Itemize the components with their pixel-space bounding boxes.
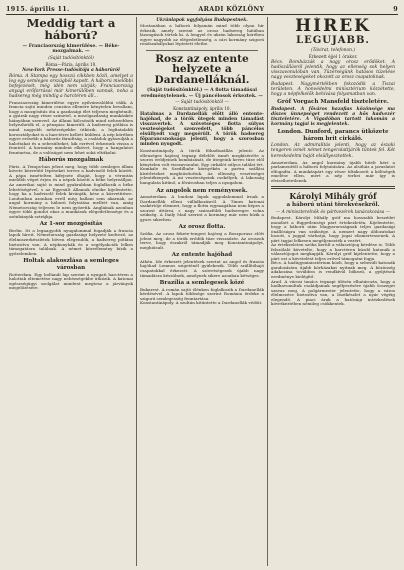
article-body: Arad. A városi tanács tegnapi ülésén elhatározta, hogy a hadbavonultak családjainak segélyezésére újabb összeget szavaz meg. A polgármester jelentette, hogy a város élelmezése biztosítva van, a lisztkészlet a nyár végéig elegendő. A piaci árak a hatósági intézkedések következtében némileg csökkentek. [271,278,395,307]
section-heading: Az orosz flotta. [178,224,226,231]
article-body: Konstantinápoly. A török főhadiszállás jelenti: Az ellenséges hajóraj tegnap délelőtt ismét megkísérelte a szoros erődjeinek bombázását, de ütegeink heves tüze elől kénytelen volt visszavonulni. Egy cirkálót súlyos találat ért. Kumkale és Szedilbahr környékén a partra szállási kísérleteket meghiúsítottuk. Az ellenség veszteségei jelentékenyek. A mi veszteségeink csekélyek. A lakosság hangulata kitűnő, a fővárosban teljes a nyugalom. [140,148,264,185]
article-lead: Hatalmas a Dardanellák előtt álló entente-hajóhad, de a török ütegek minden támadást visszavertek. A szövetséges flotta súlyos veszteségeket szenvedett, több páncélos elsüllyedt vagy megsérült. A török hadsereg főparancsnoksága jelenti, hogy a szorosban minden nyugodt. [140,112,264,148]
article-dateline: Konstantinápoly, április 10. [173,106,231,112]
article-body: Bukarest. A román sajtó élénken foglalkozik a Dardanellák kérdésével. A lapok többsége szerint Románia érdeke a szigorú semlegesség fenntartása. [140,286,264,301]
paper-name: ARADI KÖZLÖNY [198,5,265,13]
wire-time: Érkezett éjjel 1 órakor. [308,54,358,59]
article-byline: — Saját tudósítónktól — [175,100,229,106]
article-subhead: (Saját tudósítónktól.) — A flotta támadásai eredménytelenek. — Új páncélosok érkeztek. — [141,88,263,99]
page-number: 9 [393,5,398,13]
wire-tag: (Távirat, telefonon.) [310,48,356,53]
article-body: Budapest. Károlyi Mihály gróf ma hosszabb beszédet mondott a függetlenségi párt értekezletén. Kijelentette, hogy a háború után Magyarországnak teljes gazdasági önállóságra van szüksége. A nemzet nagy áldozatokat hozott, s joggal várhatja, hogy jogai elismertessenek. A párt tagjai lelkesen megéljenezték a vezért. [271,215,395,243]
article-lead: Róma. A Stampa egy hosszú cikkben közli, amelyet a leg egy semleges országból kapott. A háború mielőbbi befejezését, még idén nem várják; Franciaország anyagi erőforrásai már kimerülőben vannak, noha a hadsereg még mindig a harctéren áll... [9,73,133,99]
article-kicker: — A miniszterelnök és pártvezérek tanácskozása — [275,210,391,216]
article-body: Athén. Ide érkezett jelentések szerint az angol és francia hajóhad Lemnos szigeténél gyülekezik. Több szállítóhajó csapatokkal érkezett. A szövetségesek újabb nagy támadásra készülnek, amelynek sikere azonban kétséges. [140,258,264,278]
article-byline: (Saját tudósítónktól) [48,55,94,61]
section-heading: London. Dunford, parancs ütközete három brit cirkáló. [277,129,389,142]
article-body: Amszterdam. A londoni lapok aggodalommal írnak a Dardanellák elleni vállalkozásról. A Times katonai szakértője elismeri, hogy a flotta egymagában nem képes a szorost áttörni, s nagy szárazföldi hadseregre volna szükség. A Daily Mail szerint a kormány már nem bízik a gyors sikerben. [140,194,264,222]
article-body: Mostanában a háború folyamán mind több olyan hír érkezik, amely szerint az orosz hadsereg hátában lázongások törtek ki. A lengyel és ukrán lakosság körében egyre nagyobb az elégedetlenség, a cári kormány szigorú rendszabályokat léptetett életbe. [140,23,264,47]
article-body: Berlin. Itt a legnagyobb nyugalommal fogadják a francia lapok híreit. Németország gazdasági helyzete kedvező, az élelmiszerkészletek bőven elegendők, a hadsereg pótlása biztosítva van. A népkonyhák és a segélyakciók lelkes támogatásra találnak. A német közvélemény bízik a győzelemben. [9,227,133,256]
article-kicker: Ukránlapok ugyfolyása Budapestnek. [156,18,248,23]
section-heading: Az 1-sor mozgósítás [39,221,103,228]
article-subhead: — Franciaország kimerülése. — Béke-mozgalmak. — [22,43,120,55]
news-item: Budapest. Nagymértékben fokozódik a Tiszai területen. A honvédelmi minisztérium közzétette, hogy a népfelkelők behívása folyamatban van. [271,82,395,98]
news-item: Bécs. Bombázzák a nagy orosz erődöket. A hadiszállásról jelentik, hogy az ellenség sok helyen visszavonulóban van. Tüzérségünk hatásos tüzelése nagy veszteségeket okozott az orosz csapatoknak. [271,60,395,81]
article-dateline: Róma—Pária, április 10. [45,61,97,67]
article-headline: Károlyi Mihály gróf [289,191,377,202]
article-headline: Meddig tart a háború? [26,17,116,42]
column-3 [267,17,398,566]
divider [146,50,258,51]
section-heading: Háborús mozgalmak [38,157,104,164]
article-body: Bécs. A hadügyminisztérium közli, hogy a sebesült katonák gondozására újabb kórházakat nyitnak meg. A közönség adakozása továbbra is rendkívül bőkezű, a gyűjtések eredménye kielégítő. [271,260,395,279]
news-body: Amszterdam. Az angol kormány újabb hitelt kért a parlamenttől a háború folytatására. Az alsóház a javaslatot elfogadta. A munkáspárt egy része tiltakozott a költségek emelése ellen, mert a nép terhei már így is elviselhetetlenek. [271,159,395,183]
news-item: London. Az admiralitás jelenti, hogy az északi tengeren ismét német tengeralattjárók tűntek fel. Két kereskedelmi hajót elsüllyesztettek. [271,143,395,159]
article-body: Az értekezleten szóba került a választójog kérdése is. Több felszólaló követelte, hogy a harctéren küzdő katonák a választójogot megkapják. Károlyi gróf kijelentette, hogy a párt ezt a követelést teljes erővel támogatni fogja. [271,242,395,261]
article-headline: Rosz az entente helyzete a Dardanelláknál. [154,52,250,87]
column-1 [6,17,136,566]
news-section-subtitle: LEGUJABB. [296,35,370,46]
article-body: Franciaország kimerülése egyre nyilvánvalóbbá válik. A francia sajtó minden cenzúra ellenére kénytelen bevallani, hogy a mozgósítás óta a gazdasági élet teljesen megbénult, a gyárak nagy része szünetel, a mezőgazdaság munkáskéz hiányában szenved. Az állami kölcsönök mind nehezebben helyezhetők el, a pénzpiac kimerült. A hadsereg pótlása is mind nagyobb nehézségekbe ütközik, a legfiatalabb korosztályokat is a harctérre kellett küldeni. A nép körében egyre erősebb a háborús fáradtság, a családok gyászolják a halottakat és a sebesülteket, kik ezrével érkeznek vissza a frontról. A kormány mindent elkövet, hogy a hangulatot fenntartsa, de a valóságot nem lehet soká eltitkolni. [9,99,133,155]
article-body: Konstantinápoly. A szultán kitüntette a Dardanellák védőit. [140,300,263,306]
section-heading: Holtak alakoszlása a semleges városban [23,258,119,271]
columns [6,17,398,566]
news-item: Budapest. A főváros hazafias közönsége ma díszes ünnepséget rendezett a hős hadvezér tiszteletére. A Vigadóban tartott lakomán a kormány tagjai is megjelentek. [271,106,395,128]
double-divider [271,186,395,189]
article-subhead: a háború utáni törekvésekről. [286,202,380,209]
issue-date: 1915. április 11. [6,5,70,13]
page-header [6,4,398,15]
article-body: Páris. A Temps-ban jelent meg, hogy több semleges állam követe közvetítő lépéseket tervez a hadviselő felek között. A pápa ismételten kifejezte óhaját, hogy a vérontás mielőbb véget érjen és a népek között a béke helyreálljon. Az amerikai sajtó is mind gyakrabban foglalkozik a béke lehetőségével, s az Egyesült Államok elnöke kijelentette, hogy ha a hadviselő felek kívánják, kész a közvetítésre. Londonban azonban erről még hallani sem akarnak, az angol kormány a háború folytatása mellett van, amíg Németország teljesen le nem győzetik. Angliának azonban egyre több gondot okoz a munkások elégedetlensége és a szénbányák sztrájkja. [9,163,133,219]
section-heading: Brazília a semlegesek közé [159,280,245,287]
section-heading: Az entente hajóhad [171,252,233,259]
article-kicker: New-York Presse-tudósítója a háborúról [22,67,120,73]
section-heading: Az angolok nem reményesek. [156,187,248,194]
section-heading: Gróf Vorgach Mansfeld tiszteletére. [277,99,389,106]
article-body: Rotterdam. Egy hollandi lap szerint a nyugati harctéren a halottak eltemetése nagy nehézségekbe ütközik. A katonai egészségügyi szolgálat mindent megtesz a járványok megelőzésére. [9,271,133,291]
news-section-title: HÍREK [295,17,371,36]
article-body: Szófia. Az orosz fekete-tengeri hajóraj a Boszporusz előtt jelent meg, de a török erődök tüze visszaűzte. Az oroszok terve, hogy északról támadják meg Konstantinápolyt, meghiúsult. [140,231,264,250]
column-2 [136,17,267,566]
